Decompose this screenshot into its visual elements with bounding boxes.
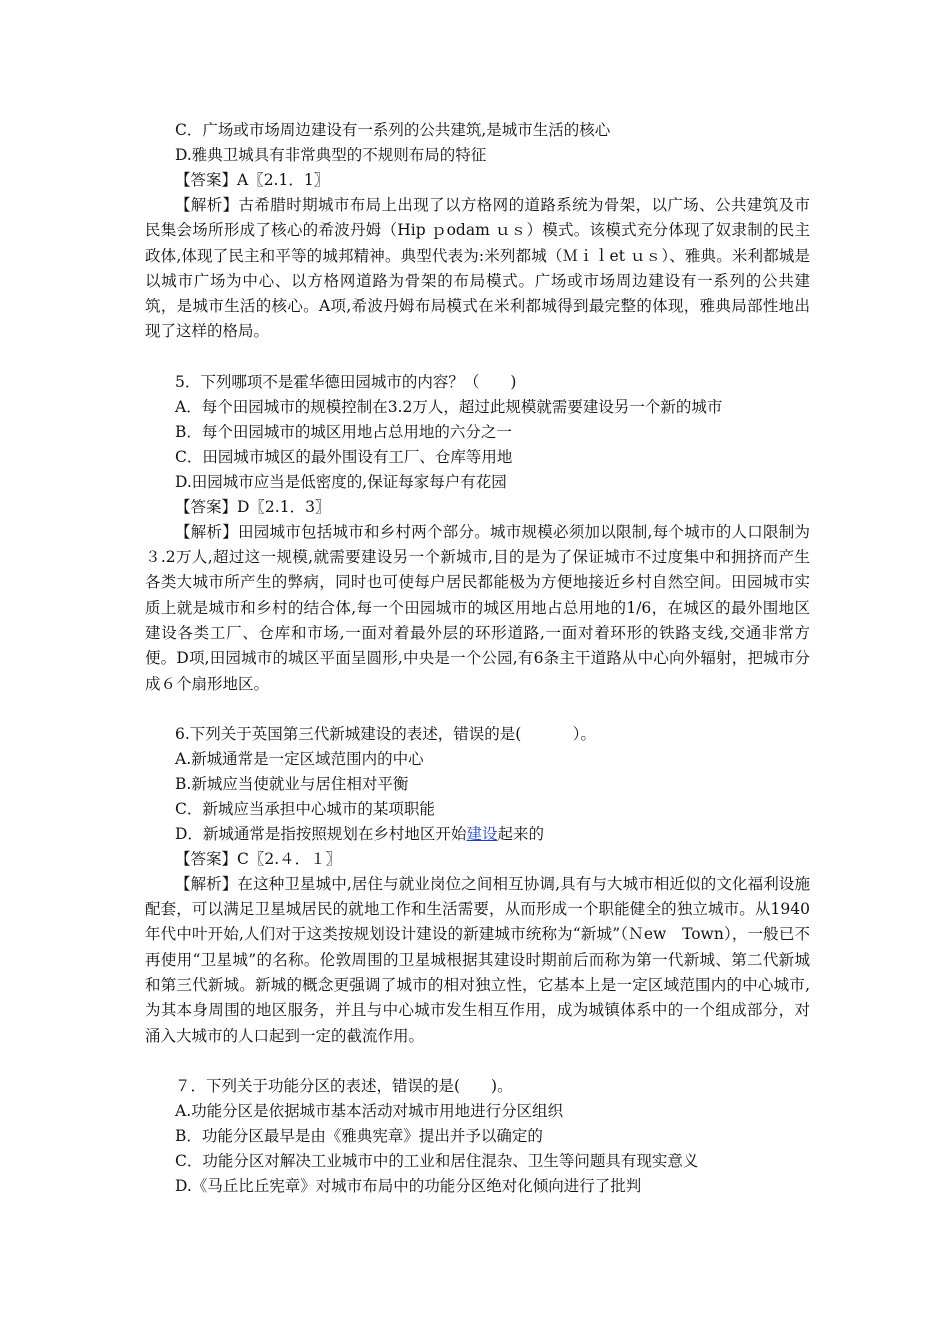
q6-option-c: C．新城应当承担中心城市的某项职能 bbox=[175, 799, 435, 818]
spacer bbox=[145, 345, 810, 370]
spacer bbox=[145, 1049, 810, 1074]
q6-option-d bbox=[145, 822, 810, 847]
q5-option-c: C．田园城市城区的最外围设有工厂、仓库等用地 bbox=[175, 447, 513, 466]
q4-analysis: 【解析】古希腊时期城市布局上出现了以方格网的道路系统为骨架，以广场、公共建筑及市民集会场所形成了核心的希波丹姆（Hip ｐodam ｕｓ）模式。该模式充分体现了奴隶制的民主政体,体现了民主和平等的城邦精神。典型代表为:米列都城（Ｍｉｌet ｕｓ）、雅典。米利都城是以城市广场为中心、以方格网道路为骨架的布局模式。广场或市场周边建设有一系列的公共建筑，是城市生活的核心。A项,希波丹姆布局模式在米利都城得到最完整的体现，雅典局部性地出现了这样的格局。 bbox=[145, 196, 810, 341]
q6-question: 6.下列关于英国第三代新城建设的表述，错误的是( ）。 bbox=[175, 724, 597, 743]
q4-option-c: C．广场或市场周边建设有一系列的公共建筑,是城市生活的核心 bbox=[175, 121, 611, 139]
q4-option-d: D.雅典卫城具有非常典型的不规则布局的特征 bbox=[175, 146, 487, 164]
q5-option-d: D.田园城市应当是低密度的,保证每家每户有花园 bbox=[175, 472, 507, 491]
q7-option-a: A.功能分区是依据城市基本活动对城市用地进行分区组织 bbox=[175, 1101, 564, 1120]
q5-analysis: 【解析】田园城市包括城市和乡村两个部分。城市规模必须加以限制,每个城市的人口限制为３.2万人,超过这一规模,就需要建设另一个新城市,目的是为了保证城市不过度集中和拥挤而产生各类大城市所产生的弊病，同时也可使每户居民都能极为方便地接近乡村自然空间。田园城市实质上就是城市和乡村的结合体,每一个田园城市的城区用地占总用地的1/6，在城区的最外围地区建设各类工厂、仓库和市场,一面对着最外层的环形道路,一面对着环形的铁路支线,交通非常方便。D项,田园城市的城区平面呈圆形,中央是一个公园,有6条主干道路从中心向外辐射，把城市分成６个扇形地区。 bbox=[145, 522, 810, 693]
q7-option-b: B．功能分区最早是由《雅典宪章》提出并予以确定的 bbox=[175, 1126, 543, 1145]
spacer bbox=[145, 697, 810, 722]
q4-answer: 【答案】A〖2.1．1〗 bbox=[175, 171, 330, 189]
q5-answer: 【答案】D〖2.1．3〗 bbox=[175, 497, 331, 516]
q7-question: ７．下列关于功能分区的表述，错误的是( )。 bbox=[175, 1076, 513, 1095]
q7-option-c: C．功能分区对解决工业城市中的工业和居住混杂、卫生等问题具有现实意义 bbox=[175, 1151, 699, 1170]
construction-link[interactable]: 建设 bbox=[466, 824, 498, 843]
q6-option-a: A.新城通常是一定区域范围内的中心 bbox=[175, 749, 424, 768]
q6-analysis: 【解析】在这种卫星城中,居住与就业岗位之间相互协调,具有与大城市相近似的文化福利设施配套，可以满足卫星城居民的就地工作和生活需要，从而形成一个职能健全的独立城市。从1940年代中叶开始,人们对于这类按规划设计建设的新建城市统称为“新城”（Ｎew Town），一般已不再使用“卫星城”的名称。伦敦周围的卫星城根据其建设时期前后而称为第一代新城、第二代新城和第三代新城。新城的概念更强调了城市的相对独立性，它基本上是一定区域范围内的中心城市,为其本身周围的地区服务，并且与中心城市发生相互作用，成为城镇体系中的一个组成部分，对涌入大城市的人口起到一定的截流作用。 bbox=[145, 874, 810, 1045]
document-body bbox=[145, 118, 810, 1199]
q5-option-b: B．每个田园城市的城区用地占总用地的六分之一 bbox=[175, 422, 512, 441]
q6-option-b: B.新城应当使就业与居住相对平衡 bbox=[175, 774, 409, 793]
q5-question: 5．下列哪项不是霍华德田园城市的内容？（ ) bbox=[175, 372, 517, 391]
q6-option-d-text-end: 起来的 bbox=[497, 824, 544, 843]
q7-option-d: D.《马丘比丘宪章》对城市布局中的功能分区绝对化倾向进行了批判 bbox=[175, 1176, 642, 1195]
q6-answer: 【答案】C〖2.４．１〗 bbox=[175, 849, 342, 868]
q6-option-d-text: D．新城通常是指按照规划在乡村地区开始 bbox=[175, 824, 467, 843]
q5-option-a: A．每个田园城市的规模控制在3.2万人，超过此规模就需要建设另一个新的城市 bbox=[175, 397, 723, 416]
